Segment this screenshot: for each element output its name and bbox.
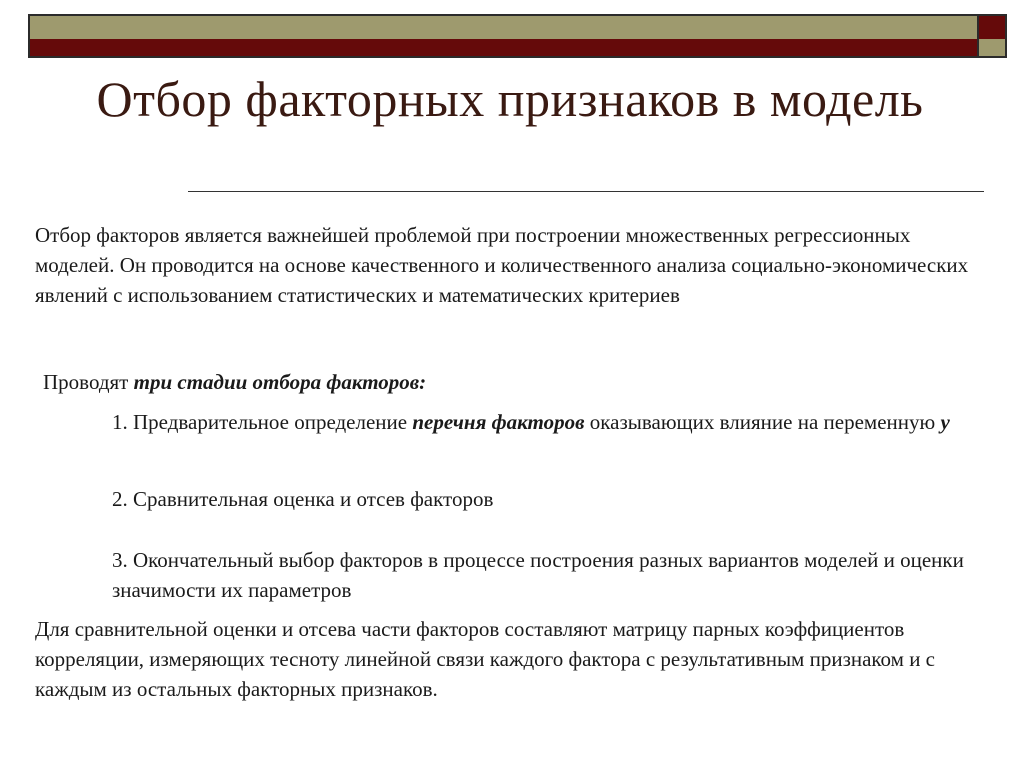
stage-item-1 — [112, 407, 972, 437]
stage-item-3: 3. Окончательный выбор факторов в процессе построения разных вариантов моделей и оценки значимости их параметров — [112, 548, 964, 602]
corner-square-maroon — [979, 14, 1007, 39]
stages-lead-emphasis: три стадии отбора факторов: — [133, 370, 427, 394]
stage-item-1-emphasis: перечня факторов — [412, 410, 585, 434]
stage-item-2: 2. Сравнительная оценка и отсев факторов — [112, 487, 494, 511]
header-band-olive — [28, 14, 979, 39]
title-divider — [188, 191, 984, 192]
stage-item-1-prefix: 1. Предварительное определение — [112, 410, 413, 434]
slide-title: Отбор факторных признаков в модель — [96, 71, 924, 127]
intro-paragraph: Отбор факторов является важнейшей проблемой при построении множественных регрессионных моделей. Он проводится на основе качественного и количественного анализа социально-экономических явлений с использованием статистических и математических критериев — [35, 223, 969, 307]
stage-item-1-middle: оказывающих влияние на переменную — [584, 410, 941, 434]
closing-paragraph: Для сравнительной оценки и отсева части факторов составляют матрицу парных коэффициентов корреляции, измеряющих тесноту линейной связи каждого фактора с результативным признаком и с каждым из остальных факторных признаков. — [35, 617, 936, 701]
stage-item-1-variable: у — [940, 410, 950, 434]
stages-lead — [43, 367, 943, 397]
corner-square-olive — [979, 39, 1007, 58]
header-band-maroon — [28, 39, 979, 58]
stages-lead-text: Проводят — [43, 370, 134, 394]
